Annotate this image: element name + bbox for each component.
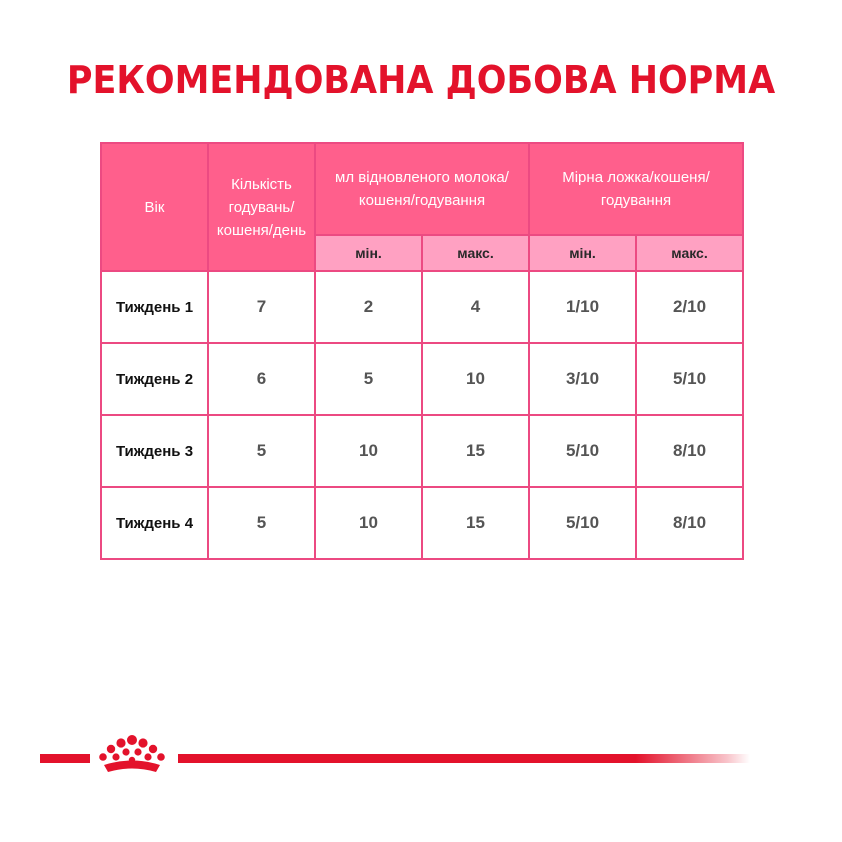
cell-milk-min: 10: [315, 415, 422, 487]
cell-spoon-min: 5/10: [529, 487, 636, 559]
header-spoon-min: мін.: [529, 235, 636, 271]
table-row: [101, 271, 743, 343]
feeding-table: [100, 142, 744, 560]
cell-milk-max: 15: [422, 487, 529, 559]
header-spoon-max: макс.: [636, 235, 743, 271]
cell-feedings: 5: [208, 487, 315, 559]
cell-spoon-min: 5/10: [529, 415, 636, 487]
cell-spoon-max: 8/10: [636, 415, 743, 487]
cell-milk-min: 2: [315, 271, 422, 343]
header-milk-min: мін.: [315, 235, 422, 271]
cell-spoon-min: 3/10: [529, 343, 636, 415]
cell-milk-max: 15: [422, 415, 529, 487]
cell-spoon-max: 2/10: [636, 271, 743, 343]
page-title: РЕКОМЕНДОВАНА ДОБОВА НОРМА: [66, 58, 776, 102]
brand-line-left: [40, 754, 90, 763]
row-label: Тиждень 3: [101, 415, 208, 487]
table-row: [101, 415, 743, 487]
row-label: Тиждень 4: [101, 487, 208, 559]
cell-milk-max: 10: [422, 343, 529, 415]
header-feedings: Кількість годувань/ кошеня/день: [208, 143, 315, 271]
header-spoon: Мірна ложка/кошеня/ годування: [529, 143, 743, 235]
cell-milk-max: 4: [422, 271, 529, 343]
row-label: Тиждень 2: [101, 343, 208, 415]
cell-spoon-min: 1/10: [529, 271, 636, 343]
table-row: [101, 343, 743, 415]
crown-icon: [92, 732, 172, 780]
row-label: Тиждень 1: [101, 271, 208, 343]
cell-milk-min: 10: [315, 487, 422, 559]
header-age: Вік: [101, 143, 208, 271]
cell-spoon-max: 8/10: [636, 487, 743, 559]
header-milk-max: макс.: [422, 235, 529, 271]
cell-milk-min: 5: [315, 343, 422, 415]
cell-feedings: 6: [208, 343, 315, 415]
header-milk: мл відновленого молока/ кошеня/годування: [315, 143, 529, 235]
brand-line-right: [178, 754, 750, 763]
table-row: [101, 487, 743, 559]
cell-feedings: 7: [208, 271, 315, 343]
cell-feedings: 5: [208, 415, 315, 487]
cell-spoon-max: 5/10: [636, 343, 743, 415]
